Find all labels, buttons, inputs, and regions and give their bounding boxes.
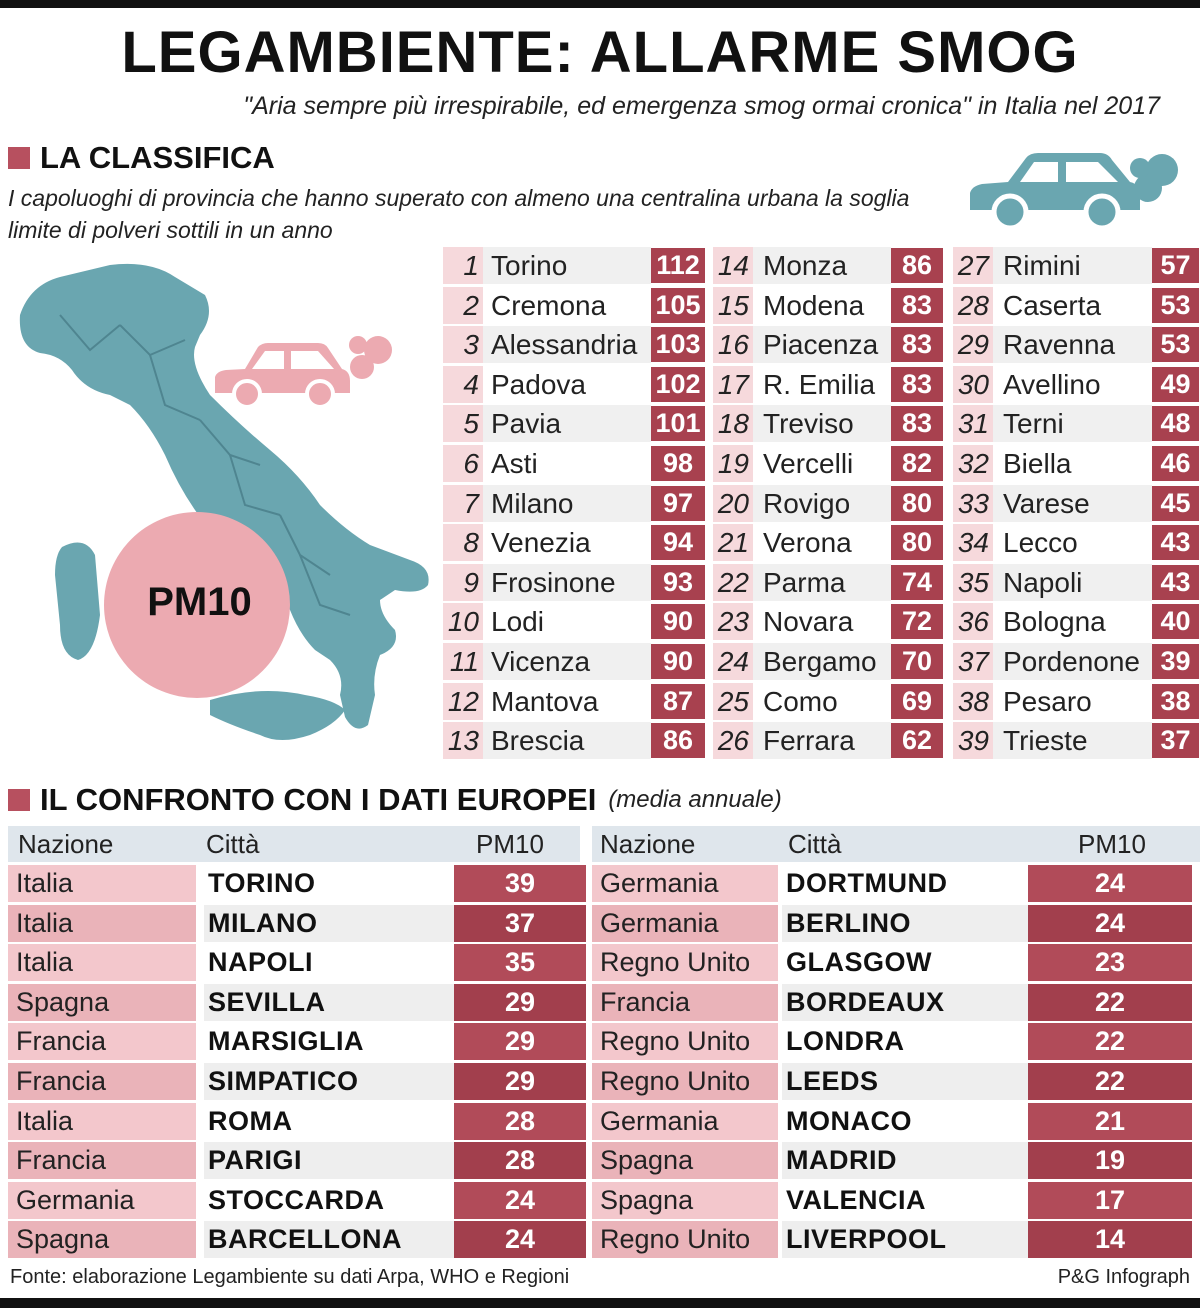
ranking-city: Pesaro	[1003, 685, 1092, 717]
europe-table-header-right	[592, 826, 1200, 862]
europe-city: NAPOLI	[204, 944, 454, 981]
europe-row	[592, 864, 1192, 903]
europe-row	[8, 983, 586, 1022]
europe-city: MILANO	[204, 905, 454, 942]
ranking-city: Frosinone	[491, 566, 616, 598]
ranking-row	[953, 326, 1198, 363]
ranking-row	[953, 247, 1198, 284]
column-header-city: Città	[206, 829, 260, 859]
europe-city: SIMPATICO	[204, 1063, 454, 1100]
ranking-value: 40	[1152, 604, 1199, 639]
europe-city: MADRID	[782, 1142, 1028, 1179]
ranking-city: Pordenone	[1003, 646, 1141, 677]
map-pm10-label: PM10	[147, 580, 252, 624]
ranking-row	[713, 485, 941, 522]
europe-nation: Italia	[8, 905, 196, 942]
ranking-city: Avellino	[1003, 368, 1101, 400]
ranking-city: Modena	[763, 289, 865, 321]
ranking-city: Milano	[491, 487, 574, 519]
europe-row	[592, 904, 1192, 943]
europe-nation: Regno Unito	[592, 1023, 778, 1060]
ranking-number: 38	[957, 685, 989, 717]
ranking-value: 101	[651, 406, 705, 441]
europe-value: 24	[1028, 905, 1192, 942]
ranking-city: Varese	[1003, 487, 1090, 519]
ranking-value: 53	[1152, 327, 1199, 362]
europe-value: 29	[454, 1023, 586, 1060]
ranking-city: Venezia	[491, 527, 591, 559]
europe-nation: Regno Unito	[592, 1221, 778, 1258]
car-exhaust-icon	[960, 148, 1180, 248]
ranking-city: Pavia	[491, 408, 562, 440]
ranking-row	[443, 603, 703, 640]
europe-nation: Germania	[592, 1103, 778, 1140]
ranking-row	[713, 445, 941, 482]
ranking-number: 18	[717, 408, 749, 440]
ranking-number: 15	[717, 289, 749, 321]
ranking-row	[713, 366, 941, 403]
section-marker-icon	[8, 789, 30, 811]
europe-table-header-left	[8, 826, 580, 862]
ranking-row	[713, 722, 941, 759]
europe-city: PARIGI	[204, 1142, 454, 1179]
ranking-number: 37	[957, 646, 989, 677]
ranking-number: 16	[717, 329, 749, 361]
ranking-number: 31	[957, 408, 989, 440]
europe-nation: Italia	[8, 1103, 196, 1140]
ranking-city: Biella	[1003, 448, 1072, 479]
ranking-city: Rovigo	[763, 487, 851, 519]
europe-row	[8, 1102, 586, 1141]
ranking-number: 9	[463, 566, 479, 598]
ranking-number: 3	[463, 329, 479, 361]
ranking-number: 24	[717, 646, 749, 677]
ranking-city: Piacenza	[763, 329, 879, 361]
ranking-city: Vicenza	[491, 646, 591, 677]
europe-value: 29	[454, 984, 586, 1021]
europe-row	[8, 1062, 586, 1101]
europe-city: BORDEAUX	[782, 984, 1028, 1021]
europe-city: VALENCIA	[782, 1182, 1028, 1219]
ranking-row	[443, 445, 703, 482]
column-header-pm10: PM10	[476, 829, 544, 859]
car-pink-icon	[215, 336, 392, 407]
ranking-row	[953, 524, 1198, 561]
ranking-row	[443, 405, 703, 442]
europe-city: DORTMUND	[782, 865, 1028, 902]
ranking-number: 23	[717, 606, 749, 638]
ranking-number: 5	[463, 408, 479, 440]
ranking-city: Novara	[763, 606, 854, 638]
ranking-row	[953, 722, 1198, 759]
ranking-row	[953, 643, 1198, 680]
ranking-number: 27	[957, 250, 989, 281]
europe-value: 24	[454, 1182, 586, 1219]
ranking-number: 20	[717, 487, 749, 519]
ranking-city: Trieste	[1003, 725, 1088, 757]
ranking-value: 90	[651, 604, 705, 639]
europe-city: STOCCARDA	[204, 1182, 454, 1219]
ranking-number: 25	[717, 685, 749, 717]
ranking-number: 22	[717, 566, 749, 598]
ranking-city: R. Emilia	[763, 368, 876, 400]
europe-value: 22	[1028, 1023, 1192, 1060]
ranking-value: 97	[651, 486, 705, 521]
ranking-value: 82	[891, 446, 943, 481]
ranking-row	[713, 683, 941, 720]
europe-city: MARSIGLIA	[204, 1023, 454, 1060]
ranking-city: Asti	[491, 448, 538, 479]
ranking-row	[953, 683, 1198, 720]
ranking-city: Treviso	[763, 408, 854, 440]
europe-nation: Italia	[8, 944, 196, 981]
europe-value: 21	[1028, 1103, 1192, 1140]
footer-credit: P&G Infograph	[1057, 1266, 1190, 1288]
ranking-number: 2	[463, 289, 479, 321]
europe-row	[592, 1181, 1192, 1220]
europe-value: 29	[454, 1063, 586, 1100]
ranking-number: 13	[447, 725, 479, 757]
europe-city: LEEDS	[782, 1063, 1028, 1100]
ranking-row	[953, 287, 1198, 324]
ranking-value: 86	[651, 723, 705, 758]
ranking-number: 29	[957, 329, 989, 361]
ranking-city: Como	[763, 685, 838, 717]
europe-nation: Francia	[8, 1023, 196, 1060]
europe-row	[8, 904, 586, 943]
ranking-value: 93	[651, 565, 705, 600]
europe-value: 37	[454, 905, 586, 942]
ranking-value: 86	[891, 248, 943, 283]
column-header-nation: Nazione	[600, 829, 696, 859]
page-title: LEGAMBIENTE: ALLARME SMOG	[121, 20, 1079, 85]
ranking-row	[443, 366, 703, 403]
ranking-number: 21	[717, 527, 749, 559]
ranking-city: Bergamo	[763, 646, 877, 677]
ranking-city: Mantova	[491, 685, 599, 717]
europe-row	[592, 983, 1192, 1022]
ranking-number: 17	[717, 368, 749, 400]
ranking-value: 37	[1152, 723, 1199, 758]
ranking-row	[953, 405, 1198, 442]
section-description: I capoluoghi di provincia che hanno superato con almeno una centralina urbana la soglia limite di polveri sottili in un anno	[8, 185, 910, 243]
europe-city: BERLINO	[782, 905, 1028, 942]
europe-row	[592, 1022, 1192, 1061]
ranking-number: 35	[957, 566, 989, 598]
europe-nation: Germania	[8, 1182, 196, 1219]
ranking-row	[713, 405, 941, 442]
ranking-number: 36	[957, 606, 989, 638]
ranking-row	[953, 485, 1198, 522]
ranking-value: 83	[891, 288, 943, 323]
page-subtitle: "Aria sempre più irrespirabile, ed emergenza smog ormai cronica" in Italia nel 2017	[243, 92, 1160, 120]
europe-nation: Regno Unito	[592, 944, 778, 981]
ranking-value: 49	[1152, 367, 1199, 402]
ranking-row	[713, 564, 941, 601]
europe-value: 28	[454, 1142, 586, 1179]
ranking-city: Napoli	[1003, 566, 1083, 598]
ranking-row	[713, 287, 941, 324]
europe-value: 35	[454, 944, 586, 981]
ranking-city: Bologna	[1003, 606, 1106, 638]
ranking-city: Lodi	[491, 606, 544, 638]
ranking-value: 46	[1152, 446, 1199, 481]
europe-nation: Francia	[8, 1063, 196, 1100]
europe-city: LONDRA	[782, 1023, 1028, 1060]
column-header-city: Città	[788, 829, 842, 859]
europe-nation: Germania	[592, 865, 778, 902]
ranking-value: 69	[891, 684, 943, 719]
ranking-value: 43	[1152, 525, 1199, 560]
ranking-row	[443, 643, 703, 680]
europe-nation: Regno Unito	[592, 1063, 778, 1100]
ranking-number: 19	[717, 448, 749, 479]
ranking-row	[713, 524, 941, 561]
europe-value: 24	[1028, 865, 1192, 902]
europe-row	[8, 1141, 586, 1180]
europe-value: 17	[1028, 1182, 1192, 1219]
europe-row	[592, 1220, 1192, 1259]
ranking-number: 6	[463, 448, 479, 479]
europe-row	[592, 1141, 1192, 1180]
section-title: LA CLASSIFICA	[40, 140, 275, 175]
ranking-number: 30	[957, 368, 989, 400]
ranking-value: 72	[891, 604, 943, 639]
europe-nation: Spagna	[8, 1221, 196, 1258]
ranking-row	[953, 366, 1198, 403]
ranking-row	[443, 564, 703, 601]
column-header-nation: Nazione	[18, 829, 114, 859]
europe-nation: Italia	[8, 865, 196, 902]
ranking-value: 39	[1152, 644, 1199, 679]
europe-city: ROMA	[204, 1103, 454, 1140]
europe-row	[592, 1102, 1192, 1141]
ranking-city: Vercelli	[763, 448, 854, 479]
europe-row	[592, 1062, 1192, 1101]
ranking-city: Lecco	[1003, 527, 1078, 559]
italy-map	[0, 255, 440, 775]
europe-value: 23	[1028, 944, 1192, 981]
ranking-row	[713, 247, 941, 284]
europe-value: 14	[1028, 1221, 1192, 1258]
ranking-number: 12	[447, 685, 479, 717]
ranking-row	[443, 326, 703, 363]
europe-row	[8, 943, 586, 982]
ranking-number: 32	[957, 448, 989, 479]
europe-value: 24	[454, 1221, 586, 1258]
section-note: (media annuale)	[608, 786, 782, 813]
ranking-value: 53	[1152, 288, 1199, 323]
europe-row	[8, 1181, 586, 1220]
ranking-value: 98	[651, 446, 705, 481]
ranking-number: 4	[463, 368, 479, 400]
ranking-value: 83	[891, 367, 943, 402]
europe-row	[8, 1022, 586, 1061]
europe-value: 19	[1028, 1142, 1192, 1179]
europe-city: MONACO	[782, 1103, 1028, 1140]
ranking-city: Rimini	[1003, 250, 1081, 281]
ranking-number: 34	[957, 527, 989, 559]
ranking-value: 48	[1152, 406, 1199, 441]
ranking-row	[953, 445, 1198, 482]
europe-row	[592, 943, 1192, 982]
top-bar	[0, 0, 1200, 8]
europe-nation: Spagna	[8, 984, 196, 1021]
ranking-value: 45	[1152, 486, 1199, 521]
ranking-row	[443, 485, 703, 522]
europe-city: BARCELLONA	[204, 1221, 454, 1258]
ranking-city: Ferrara	[763, 725, 855, 757]
ranking-value: 62	[891, 723, 943, 758]
ranking-city: Monza	[763, 250, 848, 281]
ranking-number: 14	[717, 250, 749, 281]
europe-row	[8, 864, 586, 903]
ranking-value: 105	[651, 288, 705, 323]
europe-nation: Spagna	[592, 1182, 778, 1219]
ranking-value: 43	[1152, 565, 1199, 600]
ranking-value: 57	[1152, 248, 1199, 283]
column-header-pm10: PM10	[1078, 829, 1146, 859]
europe-nation: Francia	[592, 984, 778, 1021]
ranking-number: 26	[717, 725, 749, 757]
ranking-value: 103	[651, 327, 705, 362]
europe-value: 22	[1028, 1063, 1192, 1100]
ranking-value: 83	[891, 327, 943, 362]
section-heading-confronto	[8, 782, 782, 818]
ranking-row	[713, 643, 941, 680]
europe-city: TORINO	[204, 865, 454, 902]
ranking-row	[443, 722, 703, 759]
bottom-bar	[0, 1298, 1200, 1308]
ranking-city: Parma	[763, 566, 846, 598]
ranking-number: 7	[463, 487, 479, 519]
europe-value: 22	[1028, 984, 1192, 1021]
europe-value: 39	[454, 865, 586, 902]
ranking-number: 11	[449, 646, 479, 677]
ranking-value: 94	[651, 525, 705, 560]
ranking-city: Torino	[491, 250, 568, 281]
ranking-city: Alessandria	[491, 329, 638, 361]
ranking-row	[953, 603, 1198, 640]
europe-nation: Francia	[8, 1142, 196, 1179]
europe-value: 28	[454, 1103, 586, 1140]
ranking-number: 1	[463, 250, 479, 281]
section-marker-icon	[8, 147, 30, 169]
europe-nation: Germania	[592, 905, 778, 942]
ranking-value: 112	[651, 248, 705, 283]
footer-source: Fonte: elaborazione Legambiente su dati Arpa, WHO e Regioni	[10, 1266, 570, 1288]
ranking-value: 90	[651, 644, 705, 679]
section-heading-classifica	[8, 140, 275, 176]
ranking-city: Ravenna	[1003, 329, 1116, 361]
ranking-number: 39	[957, 725, 989, 757]
europe-row	[8, 1220, 586, 1259]
ranking-row	[443, 287, 703, 324]
ranking-city: Cremona	[491, 289, 607, 321]
ranking-row	[443, 683, 703, 720]
ranking-value: 74	[891, 565, 943, 600]
europe-nation: Spagna	[592, 1142, 778, 1179]
europe-city: SEVILLA	[204, 984, 454, 1021]
ranking-city: Terni	[1003, 408, 1064, 440]
section-title: IL CONFRONTO CON I DATI EUROPEI	[40, 782, 597, 817]
ranking-row	[713, 326, 941, 363]
ranking-row	[443, 247, 703, 284]
ranking-row	[713, 603, 941, 640]
ranking-city: Verona	[763, 527, 852, 559]
ranking-value: 102	[651, 367, 705, 402]
ranking-city: Padova	[491, 368, 586, 400]
ranking-city: Caserta	[1003, 289, 1102, 321]
ranking-value: 70	[891, 644, 943, 679]
ranking-value: 83	[891, 406, 943, 441]
ranking-row	[443, 524, 703, 561]
europe-city: GLASGOW	[782, 944, 1028, 981]
ranking-value: 80	[891, 525, 943, 560]
ranking-number: 33	[957, 487, 989, 519]
europe-city: LIVERPOOL	[782, 1221, 1028, 1258]
ranking-value: 87	[651, 684, 705, 719]
ranking-value: 80	[891, 486, 943, 521]
ranking-city: Brescia	[491, 725, 585, 757]
ranking-row	[953, 564, 1198, 601]
ranking-number: 10	[447, 606, 479, 638]
ranking-number: 28	[957, 289, 989, 321]
ranking-number: 8	[463, 527, 479, 559]
ranking-value: 38	[1152, 684, 1199, 719]
